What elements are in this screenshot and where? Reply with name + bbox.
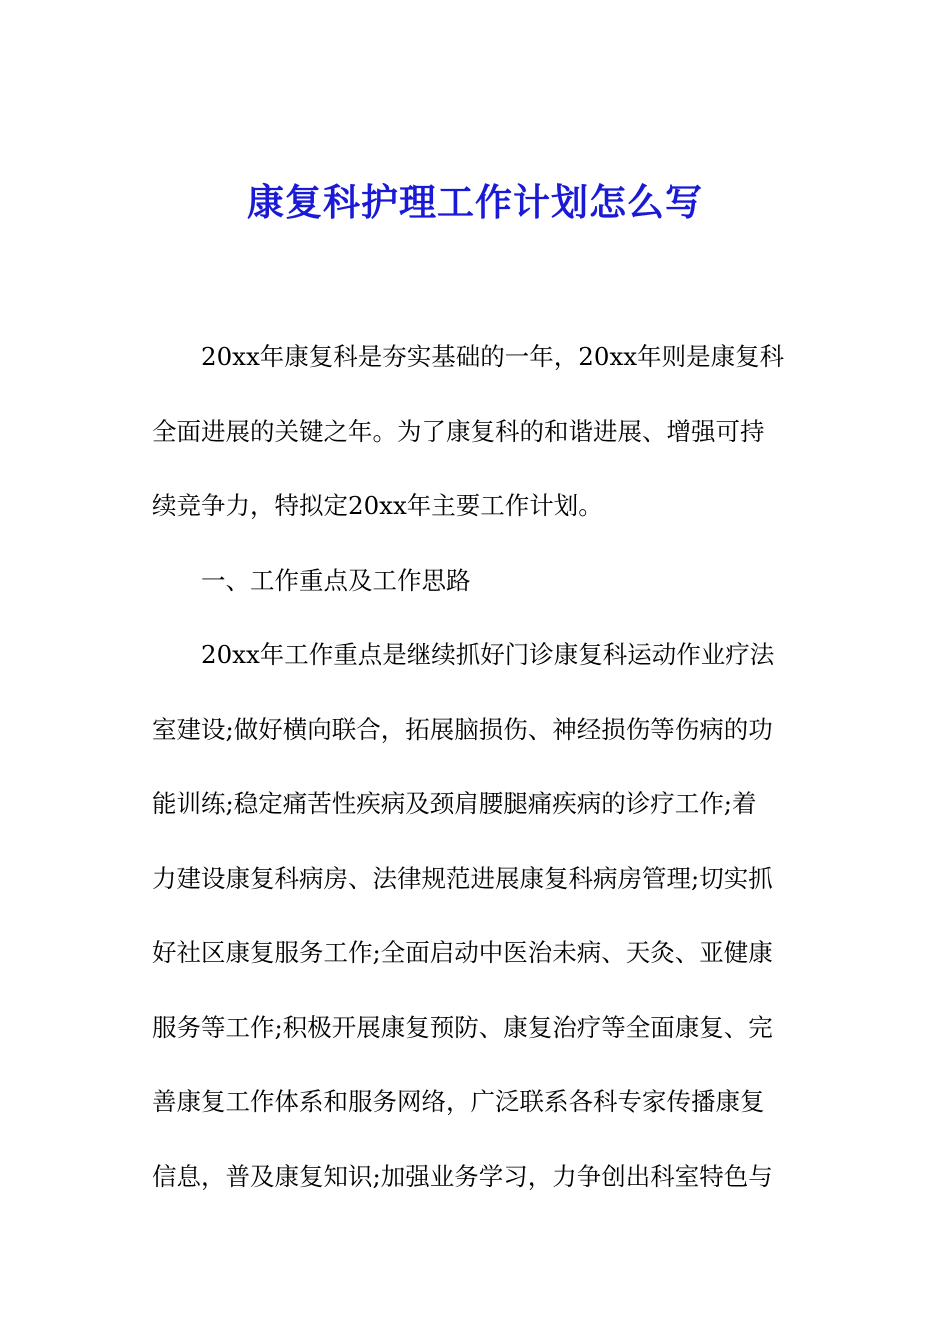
paragraph-2-line-7: 善康复工作体系和服务网络，广泛联系各科专家传播康复	[152, 1087, 765, 1116]
paragraph-1-line-3: 续竞争力，特拟定20xx年主要工作计划。	[152, 491, 603, 520]
paragraph-2-line-3: 能训练;稳定痛苦性疾病及颈肩腰腿痛疾病的诊疗工作;着	[152, 789, 757, 818]
document-title: 康复科护理工作计划怎么写	[247, 180, 703, 224]
paragraph-1-line-2: 全面进展的关键之年。为了康复科的和谐进展、增强可持	[152, 416, 765, 446]
paragraph-2-line-4: 力建设康复科病房、法律规范进展康复科病房管理;切实抓	[152, 863, 773, 893]
section-heading-1: 一、工作重点及工作思路	[201, 565, 471, 595]
document-body	[152, 320, 802, 1214]
paragraph-1-line-1: 20xx年康复科是夯实基础的一年，20xx年则是康复科	[201, 342, 785, 371]
paragraph-2-line-6: 服务等工作;积极开展康复预防、康复治疗等全面康复、完	[152, 1012, 773, 1042]
paragraph-2-line-2: 室建设;做好横向联合，拓展脑损伤、神经损伤等伤病的功	[152, 714, 773, 744]
paragraph-2-line-5: 好社区康复服务工作;全面启动中医治未病、天灸、亚健康	[152, 938, 773, 967]
paragraph-2-line-8: 信息，普及康复知识;加强业务学习，力争创出科室特色与	[152, 1161, 773, 1191]
paragraph-2-line-1: 20xx年工作重点是继续抓好门诊康复科运动作业疗法	[201, 640, 775, 669]
